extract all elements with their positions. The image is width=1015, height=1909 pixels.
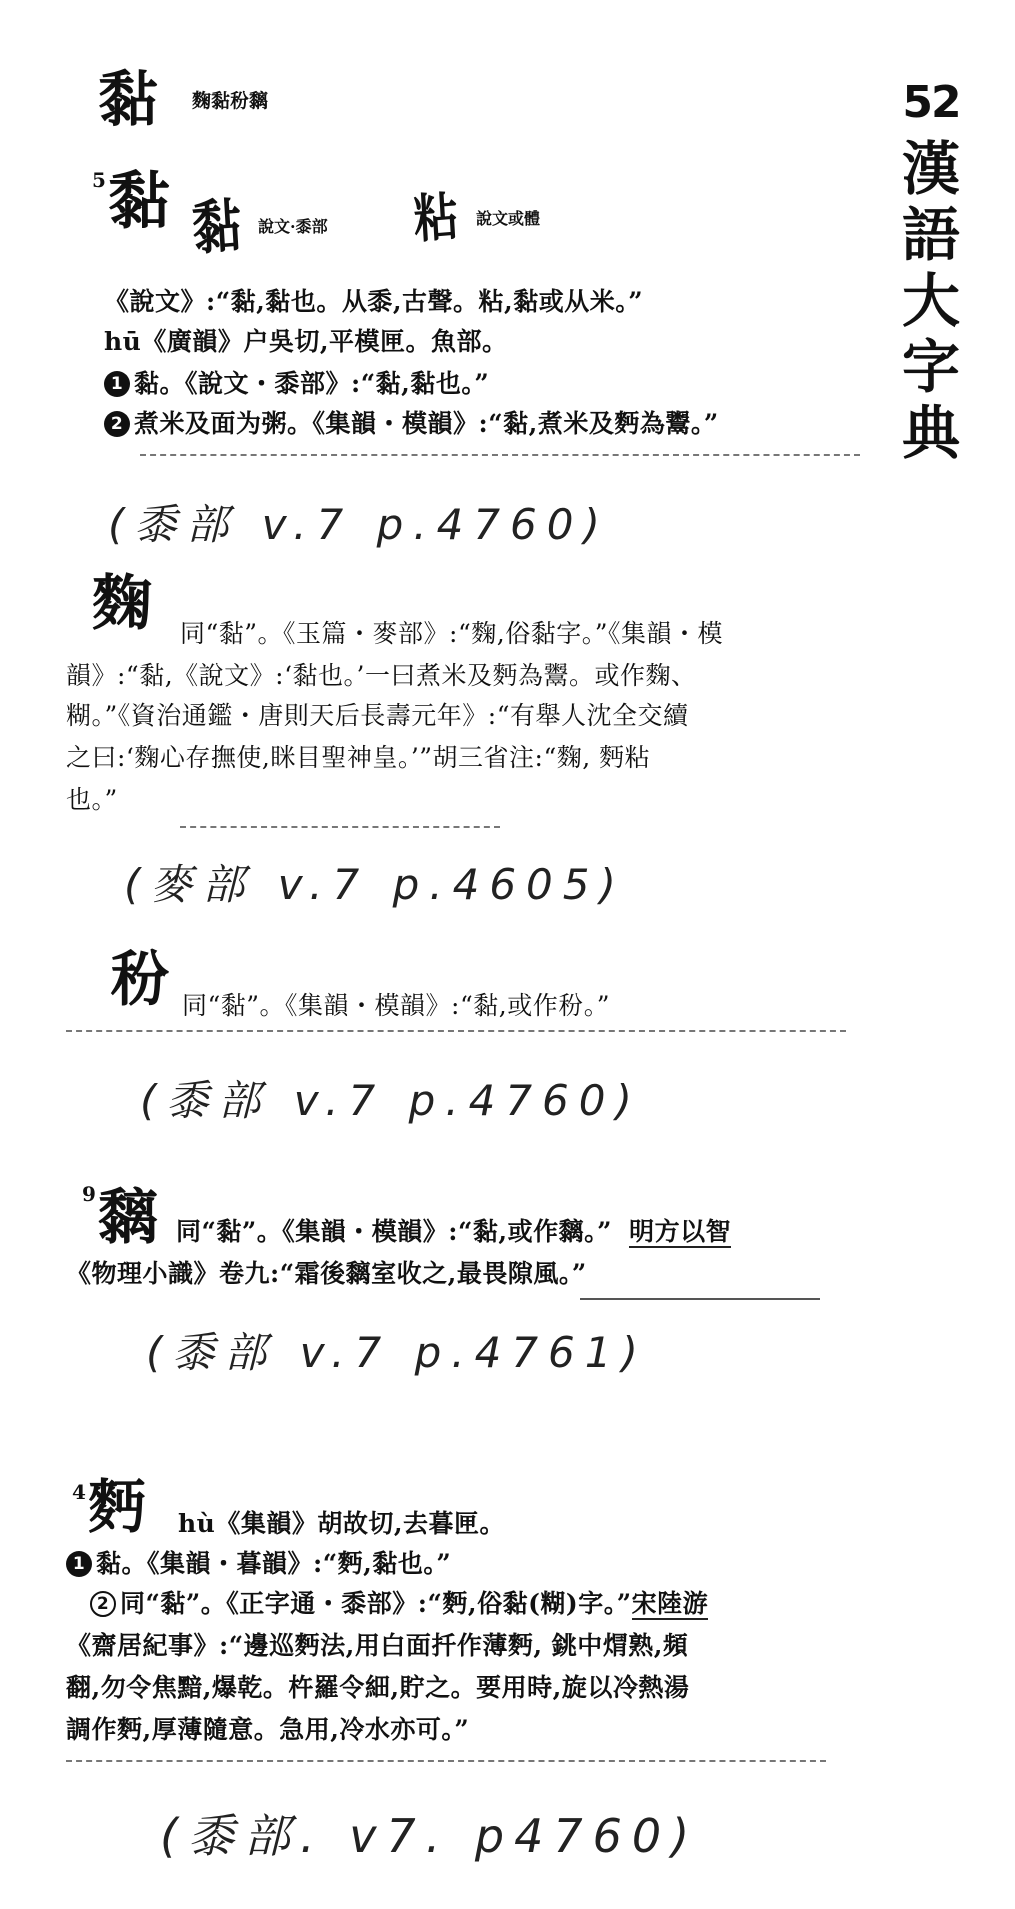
entry5-sense-2 [90,1584,708,1623]
entry1-line-2: hū《廣韻》户吳切,平模匣。魚部。 [104,327,508,356]
title-char-3: 大 [901,267,960,335]
entry1-divider [140,454,860,456]
entry1-stroke-count: 5 [92,168,106,192]
entry1-line-4: 煮米及面为粥。《集韻・模韻》:“黏,煮米及麪為鬻。” [134,409,719,438]
page-number: 52 [902,77,960,128]
entry1-line-3: 黏。《說文・黍部》:“黏,黏也。” [134,369,490,398]
entry2-divider [180,826,500,828]
entry2-line-3: 糊。”《資治通鑑・唐則天后長壽元年》:“有舉人沈全交續 [66,701,689,730]
seal-glyph-1: 黏 [190,191,239,263]
seal-glyph-2: 粘 [411,186,455,251]
entry2-line-1: 同“黏”。《玉篇・麥部》:“麴,俗黏字。”《集韻・模 [180,619,723,648]
entry1-sense-2 [104,404,719,443]
title-char-5: 典 [901,399,960,467]
entry5-line-2: 黏。《集韻・暮韻》:“麪,黏也。” [96,1549,452,1578]
sense-marker-1: 1 [104,371,130,397]
entry5-line-5: 翻,勿令焦黯,爆乾。杵羅令細,貯之。要用時,旋以冷熱湯 [66,1673,690,1702]
entry1-seal-label-2: 說文或體 [476,209,541,228]
entry1-headword: 黏 [108,164,171,237]
entry5-stroke-count: 4 [72,1480,86,1504]
entry3-headword: 秎 [110,945,170,1015]
entry1-handwritten-note: (黍部 v.7 p.4760) [108,500,610,549]
dictionary-title [896,70,966,466]
title-char-2: 語 [901,201,960,269]
title-char-1: 漢 [901,135,960,203]
entry4-text-1: 同“黏”。《集韻・模韻》:“黏,或作黐。” [176,1217,612,1246]
entry5-person: 宋陸游 [631,1589,709,1618]
entry4-stroke-count: 9 [82,1182,96,1206]
entry5-line-4: 《齋居紀事》:“邊巡麪法,用白面扦作薄麪, 銚中焨熟,頻 [66,1631,689,1660]
entry1-line-1: 《說文》:“黏,黏也。从黍,古聲。粘,黏或从米。” [104,287,644,316]
entry4-headword: 黐 [98,1183,158,1253]
entry2-headword: 麴 [92,569,152,639]
entry5-line-1: hù《集韻》胡故切,去暮匣。 [178,1509,506,1538]
entry4-divider [580,1298,820,1300]
entry2-line-4: 之曰:‘麴心存撫使,眯目聖神皇。’”胡三省注:“麴, 麪粘 [66,743,651,772]
entry1-seal-script-1 [188,180,240,264]
sense-marker-1: 1 [66,1551,92,1577]
entry1-sense-1 [104,364,489,403]
entry5-handwritten-note: (黍部. v7. p4760) [160,1809,700,1863]
entry5-line-3: 同“黏”。《正字通・黍部》:“麪,俗黏(糊)字。” [120,1589,632,1618]
entry5-sense-1 [66,1544,451,1583]
sense-marker-2: 2 [90,1591,116,1617]
entry5-headword: 麪 [88,1473,147,1541]
entry1-seal-script-2 [410,176,456,251]
entry2-line-5: 也。” [66,785,118,814]
entry3-line: 同“黏”。《集韻・模韻》:“黏,或作秎。” [182,991,610,1020]
entry1-seal-label-1: 說文·黍部 [258,217,328,236]
entry3-handwritten-note: (黍部 v.7 p.4760) [140,1076,642,1125]
header-variants: 麴黏秎黐 [192,90,269,112]
entry5-line-6: 調作麪,厚薄隨意。急用,冷水亦可。” [66,1715,470,1744]
entry3-divider [66,1030,846,1032]
entry4-person: 明方以智 [629,1217,732,1246]
title-char-4: 字 [901,333,960,401]
entry4-line-1 [176,1212,731,1251]
entry2-handwritten-note: (麥部 v.7 p.4605) [124,860,626,909]
entry4-line-2: 《物理小識》卷九:“霜後黐室收之,最畏隙風。” [66,1259,587,1288]
entry2-line-2: 韻》:“黏,《說文》:‘黏也。’一曰煮米及麪為鬻。或作麴、 [66,661,697,690]
entry4-handwritten-note: (黍部 v.7 p.4761) [146,1328,648,1377]
sense-marker-2: 2 [104,411,130,437]
entry5-divider [66,1760,826,1762]
header-character: 黏 [98,65,158,135]
